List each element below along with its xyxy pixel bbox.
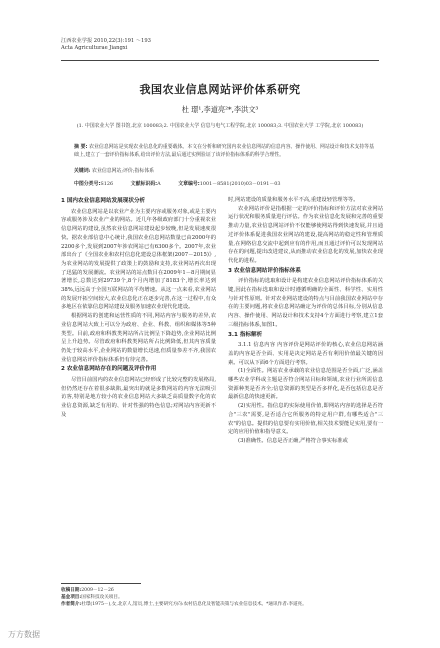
- running-head: [61, 38, 151, 52]
- body-column-left: [61, 196, 216, 420]
- footnote-text: 国家科技攻关项目。: [81, 595, 123, 601]
- body-paragraph: 尽管目前国内的农业信息网站已经形成了比较完整的发展格局,但仍然还存在着很多缺陷,最突出的就是多数网站的内容无法吸引访客,特别是地方较小的农业信息网站大多缺乏高质量数字化的农业信息资源,缺乏有用的、针对性强的特色信息;对网站内容更新不及: [61, 377, 216, 418]
- footnotes: [61, 587, 379, 609]
- author-affiliation: (1. 中国农业大学 图书馆,北京 100083;2. 中国农业大学 信息与电气工程学院,北京 100083;3. 中国农业大学 工学院,北京 100083): [76, 123, 364, 129]
- body-paragraph: 农业网站评价是指根据一定的评价指标和评价方法对农业网站运行状况和服务质量进行评估。作为农业信息化发展和完善的重要推动力量,农业信息网站评价不仅能够使网站得到快速发展,并且通过评价体系促进我国农业网站的建设,提高网站的稳定性和管理质量,在网络信息交流中起到应有的作用,而且通过评价可以发现网站存在的问题,提出改进建议,从而推动农业信息化的发展,加快农业现代化的进程。: [228, 205, 383, 264]
- footnote-label: 收稿日期:: [61, 588, 82, 593]
- body-paragraph: 评价指标的选取和设计是构建农业信息网站评价指标体系的关键,因此在指标选取和设计时遵循明确的全面性、科学性、实用性与针对性原则。针对农业网站建设的特点与目前我国农业网站中存在的主要问题,将农业信息网站确定为评价的总体目标,分别从信息内容、操作使用、网站设计和技术支持4个方面进行考察,建立1套三级指标体系,如图1。: [228, 278, 383, 328]
- header-divider: [61, 60, 379, 61]
- body-paragraph: (2)实用性。指信息的实际使用价值,即网站内容的选择是否符合"三农"需要,是否适合它所服务的特定用户群,有哪些适合"三农"的信息。提供的信息要有实用价值,相关技术要能足实用,要有一定的应用价值和指导意义。: [228, 403, 383, 436]
- abstract-label: 摘 要:: [74, 144, 88, 150]
- body-paragraph: 根据网站的创建和运营性质的不同,网站内容与服务的差异,农业信息网站大致上可以分为政府、企业、科教、组织和媒体等5种类型。目前,政府和科教类网站所占比例呈下降趋势,企业网站比例呈上升趋势。尽管政府和科教类网站所占比例降低,但其内容质量仍处于较高水平,企业网站的数量增长迅速,但质量参差不齐,我国农业信息网站评价指标体系仍有待完善。: [61, 313, 216, 363]
- article-number-label: 文章编号:: [178, 181, 200, 187]
- keywords-label: 关键词:: [74, 168, 91, 174]
- author-list: 杜 璟¹,李道亮²*,李洪文³: [181, 105, 259, 114]
- journal-citation: 江西农业学报 2010,22(3):191 ～193: [61, 38, 151, 44]
- keywords-text: 农业信息网站;评价;指标体系: [92, 168, 155, 174]
- clc-value: S126: [100, 181, 114, 187]
- footnote-divider: [61, 583, 141, 584]
- doc-code-label: 文献标识码:: [130, 181, 158, 187]
- section-heading: 1 国内农业信息网站发展现状分析: [61, 198, 146, 204]
- body-paragraph: 3.1.1 信息内容 内容评价是网站评价的核心,农业信息网站涵盖的内容是否全面、实用是决定网站是否有利用价值最关键的因素。可以从下面6个方面进行考察。: [228, 342, 383, 366]
- footnote-text: 杜璟(1975－),女,北京人,馆员,博士,主要研究方向:农村信息化及智能决策与农业信息技术。*通讯作者:李道亮。: [81, 602, 307, 608]
- section-heading: 2 农业信息网站存在的问题及评价作用: [61, 366, 157, 373]
- watermark: 万方数据: [8, 630, 40, 639]
- body-paragraph: (1)全面性。网站农业承载的农业信息范围是否全面,广泛,涵盖哪些农业学科或主题是否符合网站目标和领域,农业行业所需信息资源种类是否齐全;信息资源的类型是否多样化,是否包括信息是否最新信息的快速更新。: [228, 368, 383, 401]
- footnote-line: [61, 594, 379, 601]
- classification-line: [74, 180, 374, 187]
- paper-title: 我国农业信息网站评价体系研究: [139, 83, 301, 96]
- body-paragraph: (3)准确性。信息是否正确,严格符合事实标准或: [238, 437, 348, 444]
- footnote-line: [61, 587, 379, 594]
- footnote-line: [61, 601, 379, 608]
- body-paragraph: 时,网站建设的质量和服务水平不高,重建设轻管理等等。: [228, 197, 359, 203]
- footnote-label: 基金项目:: [61, 595, 82, 601]
- keywords: [74, 168, 374, 175]
- article-number-value: 1001－8581(2010)03－0191－03: [199, 181, 281, 187]
- journal-name-english: Acta Agriculturae Jiangxi: [61, 45, 128, 51]
- footnote-text: 2009－12－26: [81, 588, 114, 593]
- doc-code-value: A: [157, 181, 161, 187]
- footnote-label: 作者简介:: [61, 602, 82, 608]
- section-heading: 3.1 指标解析: [228, 331, 263, 338]
- abstract-text: 农业信息网站是实现农业信息化的重要载体。本文在分析和研究国内农业信息网站的信息内容、操作使用、网站设计和技术支持等基础上,建立了一套评价指标体系,给出评价方法,最后通过实例验证了该评价指标体系的科学合理性。: [74, 144, 374, 159]
- body-column-right: [228, 196, 383, 446]
- abstract: [74, 143, 374, 159]
- clc-label: 中图分类号:: [74, 181, 101, 187]
- section-heading: 3 农业信息网站评价指标体系: [228, 267, 301, 274]
- body-paragraph: 农业信息网站是以农业产业为主要内容或服务对象,或是主要内容或服务涉及农业产业的网站。近几年各级政府部门十分重视农业信息网站的建设,虽然农业信息网站建设起步较晚,但是发展速度很快。据农业部信息中心统计,我国农业信息网站数量已由2000年的2200多个,发展到2007年涉农网站已有6300多个。2007年,农业部出台了《全国农业和农村信息化建设总体框架(2007－2015)》,为农业网站的发展提供了政策上的鼓励和支持,农业网站再次出现了迅猛的发展潮流。农业网站的站点数目在2009年1－8月期间显著增长,总数达到29739个,8个月内增加了8183个,增长率达到38%,远远高于全国互联网站的平均增速。从这一点来看,农业网站的发展开拓空间较大,农业信息化正在逐步完善,在这一过程中,有众多地区在依靠信息网站建设及服务加速农业现代化建设。: [61, 208, 216, 311]
